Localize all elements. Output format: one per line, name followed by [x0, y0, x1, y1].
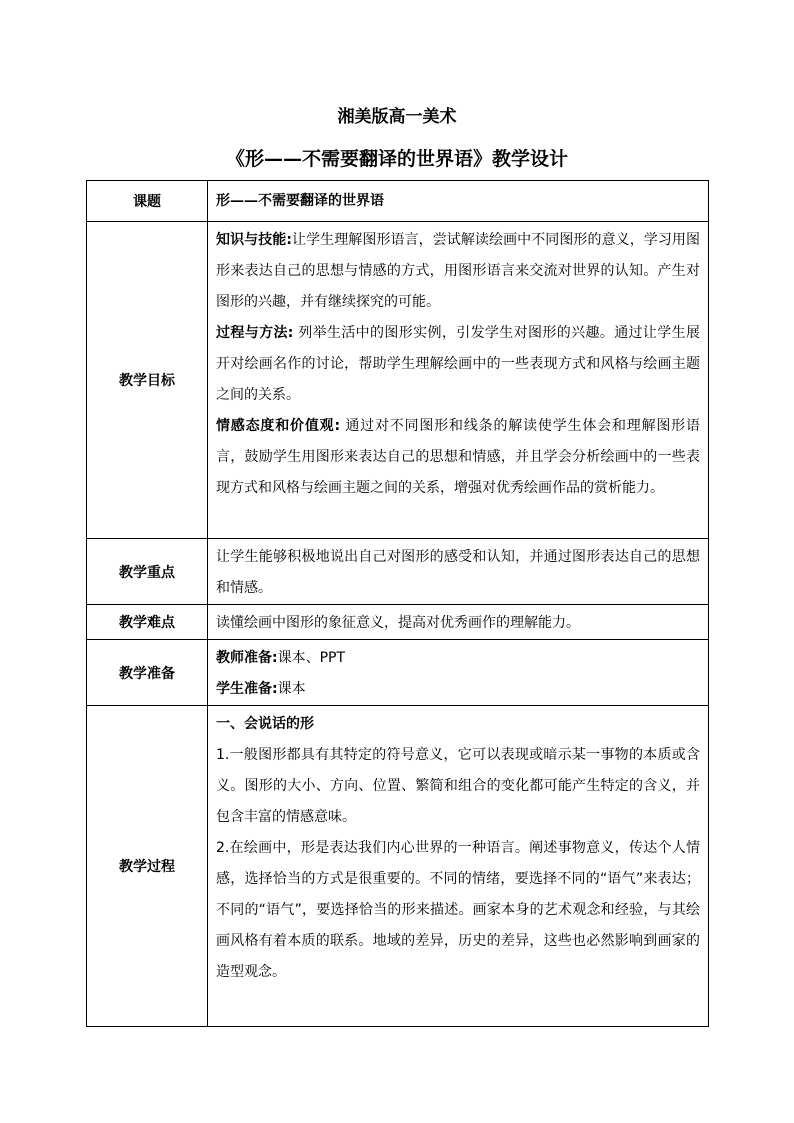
row-label-preparation: 教学准备 [87, 640, 208, 706]
prep-student-text: 课本 [277, 681, 306, 697]
document-title: 湘美版高一美术 [337, 107, 457, 127]
row-label-difficulties: 教学难点 [87, 605, 208, 640]
difficulties-cell [208, 605, 709, 640]
table-row-goals [87, 222, 709, 539]
goal-knowledge [216, 225, 700, 318]
topic-cell [208, 181, 709, 222]
prep-student-head: 学生准备: [216, 681, 278, 697]
key-points-cell [208, 539, 709, 605]
goal-emotion [216, 411, 700, 504]
table-row-difficulties [87, 605, 709, 640]
process-item-2: 2.在绘画中，形是表达我们内心世界的一种语言。阐述事物意义，传达个人情感，选择恰当的方式是很重要的。不同的情绪，要选择不同的“语气”来表达；不同的“语气”，要选择恰当的形来描述。画家本身的艺术观念和经验，与其绘画风格有着本质的联系。地域的差异，历史的差异，这些也必然影响到画家的造型观念。 [216, 840, 700, 980]
goals-cell [208, 222, 709, 539]
goal-emotion-text: 通过对不同图形和线条的解读使学生体会和理解图形语言，鼓励学生用图形来表达自己的思想和情感，并且学会分析绘画中的一些表现方式和风格与绘画主题之间的关系，增强对优秀绘画作品的赏析能力。 [216, 418, 700, 496]
document-subtitle: 《形——不需要翻译的世界语》教学设计 [225, 148, 568, 170]
prep-student [216, 674, 700, 705]
process-section-title: 一、会说话的形 [216, 716, 314, 732]
row-label-key-points: 教学重点 [87, 539, 208, 605]
goal-knowledge-head: 知识与技能: [216, 232, 292, 248]
goal-process [216, 318, 700, 411]
prep-teacher [216, 643, 700, 674]
row-label-goals: 教学目标 [87, 222, 208, 539]
table-row-topic [87, 181, 709, 222]
goal-process-head: 过程与方法: [216, 325, 294, 341]
row-label-process: 教学过程 [87, 706, 208, 1027]
difficulties-text: 读懂绘画中图形的象征意义，提高对优秀画作的理解能力。 [216, 615, 580, 631]
process-item-1: 1.一般图形都具有其特定的符号意义，它可以表现或暗示某一事物的本质或含义。图形的大小、方向、位置、繁简和组合的变化都可能产生特定的含义，并包含丰富的情感意味。 [216, 747, 700, 825]
lesson-plan-table [86, 180, 709, 1027]
prep-teacher-text: 课本、PPT [277, 650, 346, 666]
key-points-text: 让学生能够积极地说出自己对图形的感受和认知，并通过图形表达自己的思想和情感。 [216, 549, 700, 596]
goal-emotion-head: 情感态度和价值观: [216, 418, 341, 434]
goal-knowledge-text: 让学生理解图形语言，尝试解读绘画中不同图形的意义，学习用图形来表达自己的思想与情感的方式，用图形语言来交流对世界的认知。产生对图形的兴趣，并有继续探究的可能。 [216, 232, 700, 310]
prep-teacher-head: 教师准备: [216, 650, 278, 666]
goal-process-text: 列举生活中的图形实例，引发学生对图形的兴趣。通过让学生展开对绘画名作的讨论，帮助学生理解绘画中的一些表现方式和风格与绘画主题之间的关系。 [216, 325, 700, 403]
process-cell [208, 706, 709, 1027]
table-row-preparation [87, 640, 709, 706]
table-row-process [87, 706, 709, 1027]
topic-value: 形——不需要翻译的世界语 [216, 192, 384, 209]
row-label-topic: 课题 [87, 181, 208, 222]
preparation-cell [208, 640, 709, 706]
table-row-key-points [87, 539, 709, 605]
